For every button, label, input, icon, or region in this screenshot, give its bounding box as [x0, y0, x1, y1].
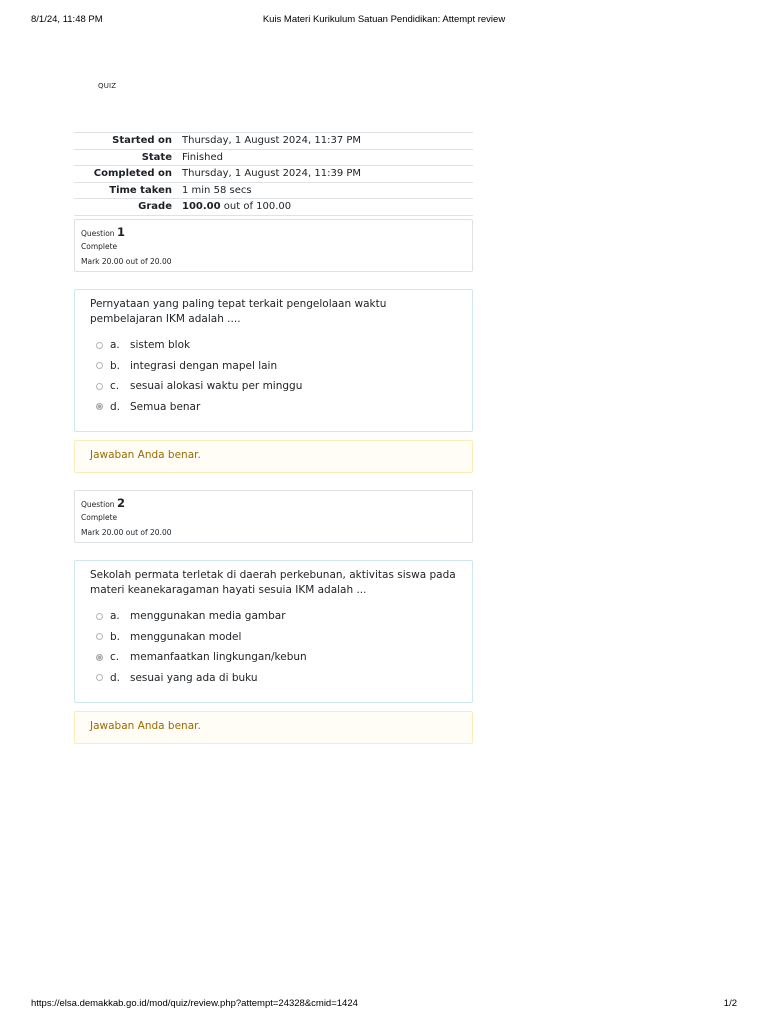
feedback-2: Jawaban Anda benar.	[74, 711, 473, 744]
answer-letter: b.	[110, 359, 121, 372]
summary-label: Time taken	[109, 184, 172, 196]
summary-row-started	[74, 132, 473, 149]
answer-text: menggunakan model	[130, 630, 242, 643]
answer-text: sesuai yang ada di buku	[130, 671, 258, 684]
radio-button[interactable]	[96, 613, 103, 620]
answer-letter: c.	[110, 651, 120, 664]
answer-letter: d.	[110, 671, 121, 684]
radio-button[interactable]	[96, 362, 103, 369]
summary-label: Completed on	[93, 168, 172, 180]
answer-text: sistem blok	[130, 339, 191, 352]
answer-option-c[interactable]	[90, 647, 457, 668]
question-formulation-2	[74, 560, 473, 703]
summary-value: Thursday, 1 August 2024, 11:39 PM	[182, 168, 362, 180]
radio-button-selected[interactable]	[96, 403, 103, 410]
feedback-1: Jawaban Anda benar.	[74, 440, 473, 473]
question-number-line	[81, 225, 466, 239]
question-state: Complete	[81, 242, 118, 251]
radio-button[interactable]	[96, 383, 103, 390]
answer-option-c[interactable]	[90, 376, 457, 397]
grade-score: 100.00	[182, 201, 221, 213]
answer-text: sesuai alokasi waktu per minggu	[130, 380, 303, 393]
radio-button[interactable]	[96, 342, 103, 349]
breadcrumb-quiz[interactable]: QUIZ	[98, 82, 117, 90]
print-document-title: Kuis Materi Kurikulum Satuan Pendidikan: Attempt review	[262, 14, 506, 25]
print-url: https://elsa.demakkab.go.id/mod/quiz/review.php?attempt=24328&cmid=1424	[31, 998, 358, 1009]
attempt-summary-table	[74, 132, 473, 216]
radio-button[interactable]	[96, 633, 103, 640]
answer-option-a[interactable]	[90, 606, 457, 627]
answer-option-b[interactable]	[90, 627, 457, 648]
summary-row-state	[74, 149, 473, 166]
question-info-1	[74, 219, 473, 272]
answer-letter: d.	[110, 400, 121, 413]
print-header	[31, 14, 737, 28]
question-label: Question	[81, 500, 115, 509]
question-number: 1	[116, 225, 125, 239]
answer-letter: b.	[110, 630, 121, 643]
print-page-number: 1/2	[723, 998, 737, 1009]
answer-letter: a.	[110, 610, 120, 623]
summary-row-time-taken	[74, 182, 473, 199]
question-text: Pernyataan yang paling tepat terkait pengelolaan waktu pembelajaran IKM adalah ....	[90, 298, 387, 325]
answer-letter: c.	[110, 380, 120, 393]
question-number: 2	[116, 496, 125, 510]
radio-button[interactable]	[96, 674, 103, 681]
answer-option-d[interactable]	[90, 668, 457, 689]
summary-label: Grade	[138, 201, 172, 213]
answer-option-a[interactable]	[90, 335, 457, 356]
answer-list	[90, 606, 457, 688]
answer-letter: a.	[110, 339, 120, 352]
summary-label: State	[141, 151, 172, 163]
radio-button-selected[interactable]	[96, 654, 103, 661]
question-text: Sekolah permata terletak di daerah perkebunan, aktivitas siswa pada materi keanekaragaman hayati sesuia IKM adalah ...	[90, 569, 456, 596]
summary-label: Started on	[112, 135, 172, 147]
summary-value: Finished	[182, 151, 223, 163]
print-date: 8/1/24, 11:48 PM	[31, 14, 103, 25]
answer-text: integrasi dengan mapel lain	[130, 359, 278, 372]
question-number-line	[81, 496, 466, 510]
print-footer	[31, 998, 737, 1012]
question-mark: Mark 20.00 out of 20.00	[81, 528, 172, 537]
summary-value: Thursday, 1 August 2024, 11:37 PM	[182, 135, 362, 147]
grade-out-of: out of 100.00	[220, 201, 292, 213]
answer-text: memanfaatkan lingkungan/kebun	[130, 651, 307, 664]
answer-option-d[interactable]	[90, 397, 457, 418]
summary-row-completed	[74, 165, 473, 182]
answer-text: Semua benar	[130, 400, 201, 413]
summary-value: 1 min 58 secs	[182, 184, 252, 196]
answer-option-b[interactable]	[90, 356, 457, 377]
question-state: Complete	[81, 513, 118, 522]
question-formulation-1	[74, 289, 473, 432]
question-mark: Mark 20.00 out of 20.00	[81, 257, 172, 266]
summary-row-grade	[74, 198, 473, 216]
answer-text: menggunakan media gambar	[130, 610, 286, 623]
answer-list	[90, 335, 457, 417]
summary-value	[182, 201, 473, 212]
question-info-2	[74, 490, 473, 543]
question-label: Question	[81, 229, 115, 238]
